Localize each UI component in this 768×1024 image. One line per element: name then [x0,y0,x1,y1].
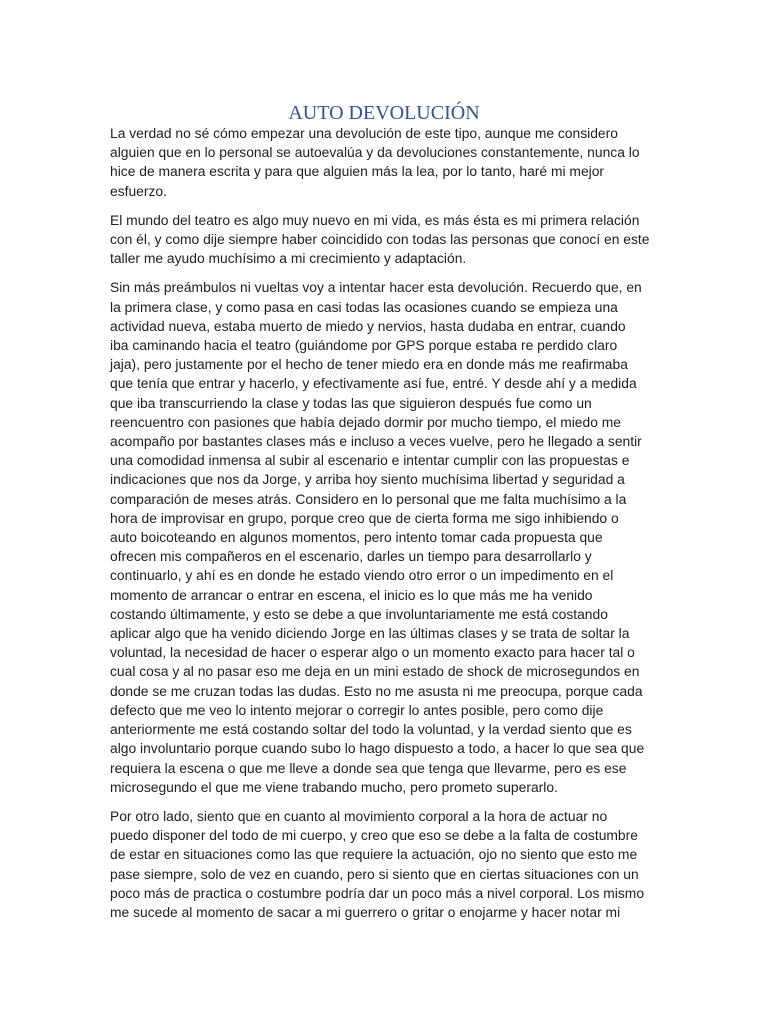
paragraph [110,211,658,269]
paragraph-line: anteriormente me está costando soltar del todo la voluntad, y la verdad siento que es [110,721,632,738]
paragraph [110,278,658,796]
paragraph-line: La verdad no sé cómo empezar una devolución de este tipo, aunque me considero [110,125,618,141]
paragraph-line: alguien que en lo personal se autoevalúa y da devoluciones constantemente, nunca lo [110,144,640,161]
paragraph-line: que iba transcurriendo la clase y todas las que siguieron después fue como un [110,394,592,411]
paragraph-line: donde se me cruzan todas las dudas. Esto no me asusta ni me preocupa, porque cada [110,682,643,699]
paragraph-line: hora de improvisar en grupo, porque creo que de cierta forma me sigo inhibiendo o [110,509,619,526]
paragraph-line: que tenía que entrar y hacerlo, y efectivamente así fue, entré. Y desde ahí y a medida [110,375,637,392]
paragraph-line: auto boicoteando en algunos momentos, pero intento tomar cada propuesta que [110,529,603,546]
paragraph-line: taller me ayudo muchísimo a mi crecimiento y adaptación. [110,250,467,267]
paragraph-line: una comodidad inmensa al subir al escenario e intentar cumplir con las propuestas e [110,452,630,469]
paragraph-line: requiera la escena o que me lleve a donde sea que tenga que llevarme, pero es ese [110,759,627,776]
paragraph-line: Por otro lado, siento que en cuanto al movimiento corporal a la hora de actuar no [110,807,608,824]
paragraph-line: El mundo del teatro es algo muy nuevo en mi vida, es más ésta es mi primera relación [110,211,640,228]
paragraph-line: jaja), pero justamente por el hecho de tener miedo era en donde más me reafirmaba [110,356,628,373]
paragraph-line: cual cosa y al no pasar eso me deja en un mini estado de shock de microsegundos en [110,663,640,680]
paragraph-line: ofrecen mis compañeros en el escenario, darles un tiempo para desarrollarlo y [110,548,592,565]
paragraph-line: continuarlo, y ahí es en donde he estado viendo otro error o un impedimento en el [110,567,614,584]
paragraph-line: algo involuntario porque cuando subo lo hago dispuesto a todo, a hacer lo que sea que [110,740,645,757]
paragraph-line: iba caminando hacia el teatro (guiándome por GPS porque estaba re perdido claro [110,337,618,354]
paragraph-line: con él, y como dije siempre haber coincidido con todas las personas que conocí en este [110,231,650,248]
paragraph-line: pase siempre, solo de vez en cuando, pero si siento que en ciertas situaciones con un [110,865,639,882]
paragraph-line: esfuerzo. [110,182,167,199]
paragraph-line: la primera clase, y como pasa en casi todas las ocasiones cuando se empieza una [110,298,618,315]
paragraph [110,807,658,922]
paragraph-line: poco más de practica o costumbre podría dar un poco más a nivel corporal. Los mismo [110,884,645,901]
paragraph-line: acompaño por bastantes clases más e incluso a veces vuelve, pero he llegado a sentir [110,433,642,450]
paragraph-line: reencuentro con pasiones que había dejado dormir por mucho tiempo, el miedo me [110,413,621,430]
paragraph-line: costando últimamente, y esto se debe a que involuntariamente me está costando [110,605,608,622]
document-title: AUTO DEVOLUCIÓN [288,102,480,124]
paragraph [110,124,658,201]
paragraph-line: momento de arrancar o entrar en escena, el inicio es lo que más me ha venido [110,586,593,603]
paragraph-line: microsegundo el que me viene trabando mucho, pero prometo superarlo. [110,778,558,795]
paragraph-line: me sucede al momento de sacar a mi guerrero o gritar o enojarme y hacer notar mi [110,903,621,920]
paragraph-line: actividad nueva, estaba muerto de miedo y nervios, hasta dudaba en entrar, cuando [110,317,626,334]
paragraph-line: indicaciones que nos da Jorge, y arriba hoy siento muchísima libertad y seguridad a [110,471,625,488]
paragraph-line: comparación de meses atrás. Considero en lo personal que me falta muchísimo a la [110,490,627,507]
paragraph-line: voluntad, la necesidad de hacer o esperar algo o un momento exacto para hacer tal o [110,644,635,661]
document-body [110,124,658,932]
paragraph-line: Sin más preámbulos ni vueltas voy a intentar hacer esta devolución. Recuerdo que, en [110,279,642,296]
paragraph-line: puedo disponer del todo de mi cuerpo, y creo que eso se debe a la falta de costumbre [110,827,638,844]
paragraph-line: aplicar algo que ha venido diciendo Jorge en las últimas clases y se trata de soltar la [110,625,630,642]
paragraph-line: hice de manera escrita y para que alguien más la lea, por lo tanto, haré mi mejor [110,163,605,180]
paragraph-line: defecto que me veo lo intento mejorar o corregir lo antes posible, pero como dije [110,701,604,718]
paragraph-line: de estar en situaciones como las que requiere la actuación, ojo no siento que esto me [110,846,638,863]
